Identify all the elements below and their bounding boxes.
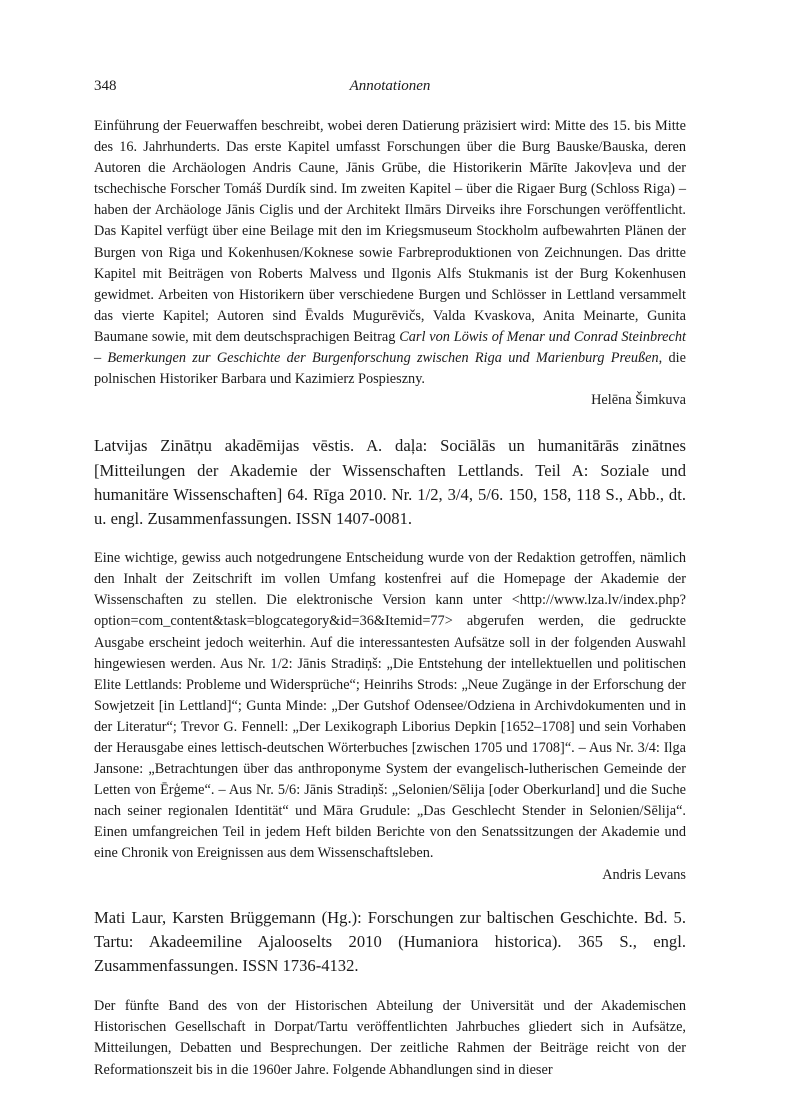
reviewer-name: Andris Levans: [602, 866, 686, 883]
review-paragraph-lza: Eine wichtige, gewiss auch notgedrungene Entscheidung wurde von der Redaktion getroffen, nämlich den Inhalt der Zeitschrift im vollen Umfang kostenfrei auf die Homepage der Akademie der Wissenschaften zu stellen. Die elektronische Version kann unter <http://www.lza.lv/index.php?option=com_content&task=blogcategory&id=36&Itemid=77> abgerufen werden, die gedruckte Ausgabe erscheint jedoch weiterhin. Auf die interessantesten Aufsätze soll in der folgenden Auswahl hingewiesen werden. Aus Nr. 1/2: Jānis Stradiņš: „Die Entstehung der intellektuellen und politischen Elite Lettlands: Probleme und Widersprüche“; Heinrihs Strods: „Neue Zugänge in der Erforschung der Sowjetzeit [in Lettland]“; Gunta Minde: „Der Gutshof Odensee/Odziena in Archivdokumenten und in der Literatur“; Trevor G. Fennell: „Der Lexikograph Liborius Depkin [1652–1708] und sein Vorhaben der Herausgabe eines lettisch-deutschen Wörterbuches [zwischen 1705 und 1708]“. – Aus Nr. 3/4: Ilga Jansone: „Betrachtungen über das anthroponyme System der evangelisch-lutherischen Gemeinde der Letten von Ērģeme“. – Aus Nr. 5/6: Jānis Stradiņš: „Selonien/Sēlija [oder Oberkurland] und die Suche nach seiner regionalen Identität“ und Māra Grudule: „Das Geschlecht Stender in Selonien/Sēlija“. Einen umfangreichen Teil in jedem Heft bilden Berichte von den Senatssitzungen der Akademie und eine Chronik von Ereignissen aus dem Wissenschaftsleben.: [94, 550, 686, 862]
bibliographic-entry-lza: Latvijas Zinātņu akadēmijas vēstis. A. daļa: Sociālās un humanitārās zinātnes [Mitteilungen der Akademie der Wissenschaften Lettlands. Teil A: Soziale und humanitäre Wissenschaften] 64. Rīga 2010. Nr. 1/2, 3/4, 5/6. 150, 158, 118 S., Abb., dt. u. engl. Zusammenfassungen. ISSN 1407-0081.: [94, 436, 686, 528]
running-title: Annotationen: [349, 78, 431, 94]
bibliographic-entry-forschungen: Mati Laur, Karsten Brüggemann (Hg.): Forschungen zur baltischen Geschichte. Bd. 5. Tartu: Akadeemiline Ajalooselts 2010 (Humaniora historica). 365 S., engl. Zusammenfassungen. ISSN 1736-4132.: [94, 907, 686, 976]
review-paragraph-castles: [94, 116, 686, 390]
review-paragraph-forschungen: Der fünfte Band des von der Historischen Abteilung der Universität und der Akademischen Historischen Gesellschaft in Dorpat/Tartu veröffentlichten Jahrbuches gliedert sich in Aufsätze, Mitteilungen, Debatten und Besprechungen. Der zeitliche Rahmen der Beiträge reicht von der Reformationszeit bis in die 1960er Jahre. Folgende Abhandlungen sind in dieser: [94, 998, 686, 1078]
running-header: [94, 78, 686, 102]
page-number: 348: [94, 78, 117, 94]
review-text: Einführung der Feuerwaffen beschreibt, wobei deren Datierung präzisiert wird: Mitte des 15. bis Mitte des 16. Jahrhunderts. Das erste Kapitel umfasst Forschungen über die Burg Bauske/Bauska, deren Autoren die Archäologen Andris Caune, Jānis Grūbe, die Historikerin Mārīte Jakovļeva und der tschechische Forscher Tomáš Durdík sind. Im zweiten Kapitel – über die Rigaer Burg (Schloss Riga) – haben der Archäologe Jānis Ciglis und der Architekt Ilmārs Dirveiks ihre Forschungen veröffentlicht. Das Kapitel verfügt über eine Beilage mit den im Kriegsmuseum Stockholm aufbewahrten Plänen der Burgen von Riga und Kokenhusen/Koknese sowie Farbreproduktionen von Zeichnungen. Das dritte Kapitel mit Beiträgen von Roberts Malvess und Ilgonis Alfs Stukmanis ist der Burg Kokenhusen gewidmet. Arbeiten von Historikern über verschiedene Burgen und Schlösser in Lettland versammelt das vierte Kapitel; Autoren sind Ēvalds Mugurēvičs, Valda Kvaskova, Anita Meinarte, Gunita Baumane sowie, mit dem deutschsprachigen Beitrag: [94, 118, 686, 345]
review-text-end: , die polnischen Historiker Barbara und Kazimierz Pospieszny.: [94, 350, 686, 388]
reviewer-name: Helēna Šimkuva: [591, 392, 686, 409]
page: [94, 78, 686, 1081]
italic-article-title: Carl von Löwis of Menar und Conrad Steinbrecht – Bemerkungen zur Geschichte der Burgenforschung zwischen Riga und Marienburg Preußen: [94, 328, 686, 367]
